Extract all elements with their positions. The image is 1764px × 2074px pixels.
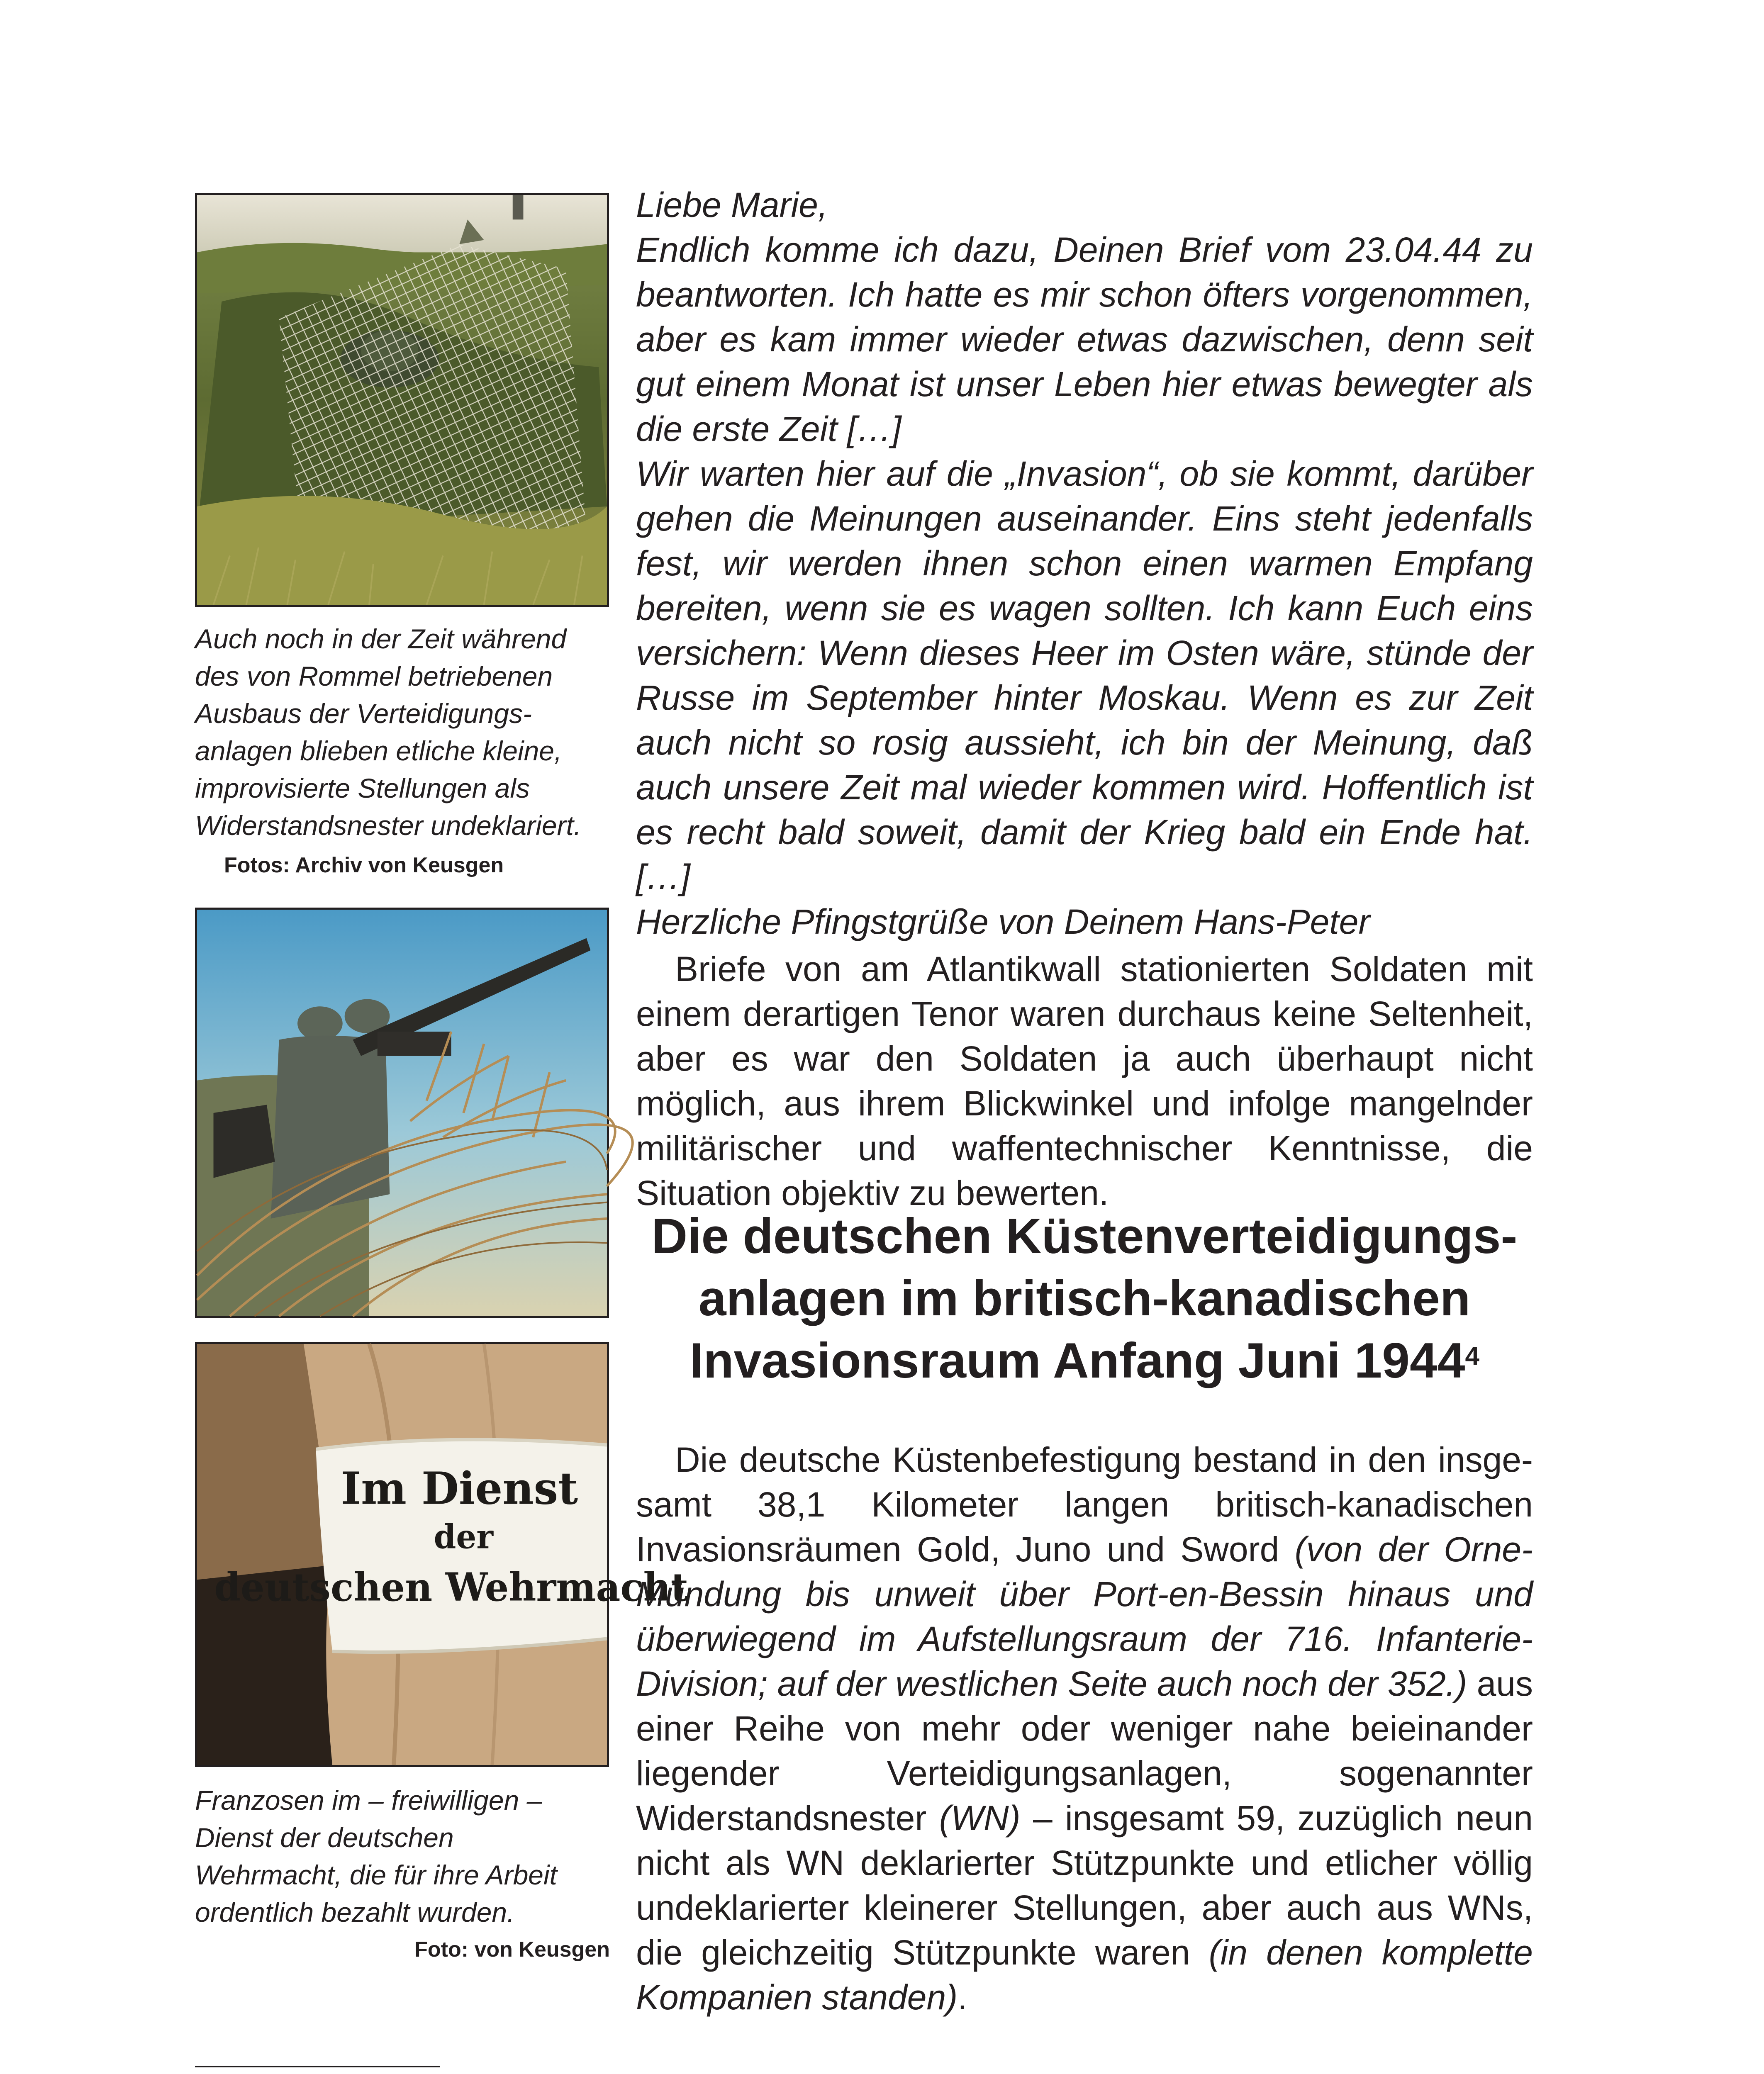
armband-line-3: deutschen Wehrmacht [214, 1564, 688, 1610]
body-text: Die deutsche Küstenbefestigung bestand in den insgesamt 38,1 Kilometer langen britisch-kanadischen Invasionsräumen Gold, Juno und Sword [636, 1440, 1533, 1569]
body-paragraph-1: Briefe von am Atlantikwall stationierten Soldaten mit einem derartigen Tenor waren durchaus keine Seltenheit, aber es war den Soldaten ja auch überhaupt nicht möglich, aus ihrem Blickwinkel und infolge mangelnder militärischer und waffentechnischer Kenntnisse, die Situation objektiv zu bewerten. [636, 949, 1533, 1212]
photo-caption-2 [195, 1782, 610, 1968]
soldiers-with-machine-gun-photo [195, 908, 609, 1318]
photo-credit: Fotos: Archiv von Keusgen [224, 853, 504, 877]
heading-text: Die deutschen Küstenverteidigungsanlagen im britisch-kanadischen Invasionsraum Anfang Juni 1944 [651, 1208, 1518, 1388]
body-text-italic: (von der Orne-Mündung bis unweit über Port-en-Bessin hinaus und überwiegend im Aufstellungsraum der 716. Infanterie-Division; auf der westlichen Seite auch noch der 352.) [636, 1530, 1533, 1703]
letter-closing: Herzliche Pfingstgrüße von Deinem Hans-Peter [636, 902, 1370, 941]
section-heading [636, 1205, 1533, 1392]
footnote-ref: 4 [1465, 1342, 1479, 1370]
letter-quote [636, 183, 1533, 944]
letter-paragraph-1: Endlich komme ich dazu, Deinen Brief vom 23.04.44 zu beantworten. Ich hatte es mir schon öfters vorgenommen, aber es kam immer wieder etwas dazwischen, denn seit gut einem Monat ist unser Leben hier etwas bewegter als die erste Zeit […] [636, 230, 1533, 448]
footnote-rule [195, 2066, 440, 2067]
letter-paragraph-2: Wir warten hier auf die „Invasion“, ob sie kommt, darüber gehen die Meinungen auseinander. Eins steht jedenfalls fest, wir werden ihnen schon einen warmen Empfang bereiten, wenn sie es wagen sollten. Ich kann Euch eins versichern: Wenn dieses Heer im Osten wäre, stünde der Russe im September hinter Moskau. Wenn es zur Zeit auch nicht so rosig aussieht, ich bin der Meinung, daß auch unsere Zeit mal wieder kommen wird. Hoffentlich ist es recht bald soweit, damit der Krieg bald ein Ende hat. […] [636, 454, 1533, 896]
body-text-italic: (in denen komplette Kompanien standen) [636, 1933, 1533, 2017]
body-text: – insgesamt 59, zuzüglich neun nicht als WN deklarierter Stützpunkte und etlicher völlig undeklarierter kleinerer Stellungen, aber auch aus WNs, die gleichzeitig Stützpunkte waren [636, 1799, 1533, 1972]
body-text: . [958, 1978, 967, 2017]
body-text-italic: (WN) [939, 1799, 1021, 1838]
letter-salutation: Liebe Marie, [636, 185, 828, 224]
armband-photo [195, 1342, 688, 1767]
camouflaged-machine-gun-nest-photo [195, 193, 609, 607]
armband-line-1: Im Dienst [341, 1462, 578, 1515]
body-text: aus einer Reihe von mehr oder weniger nahe beieinander liegender Verteidigungsanlagen, sogenannter Widerstandsnester [636, 1664, 1533, 1838]
caption-text: Franzosen im – freiwilligen – Dienst der deutschen Wehrmacht, die für ihre Arbeit ordentlich bezahlt wurden. [195, 1785, 558, 1928]
caption-text: Auch noch in der Zeit während des von Rommel betriebenen Ausbaus der Verteidigungsanlagen blieben etliche kleine, improvisierte Stellungen als Widerstandsnester undeklariert. [195, 623, 582, 841]
photo-caption-1 [195, 620, 610, 884]
photo-credit: Foto: von Keusgen [414, 1938, 610, 1962]
body-paragraph-2 [636, 1437, 1533, 2020]
armband-line-2: der [434, 1518, 493, 1556]
